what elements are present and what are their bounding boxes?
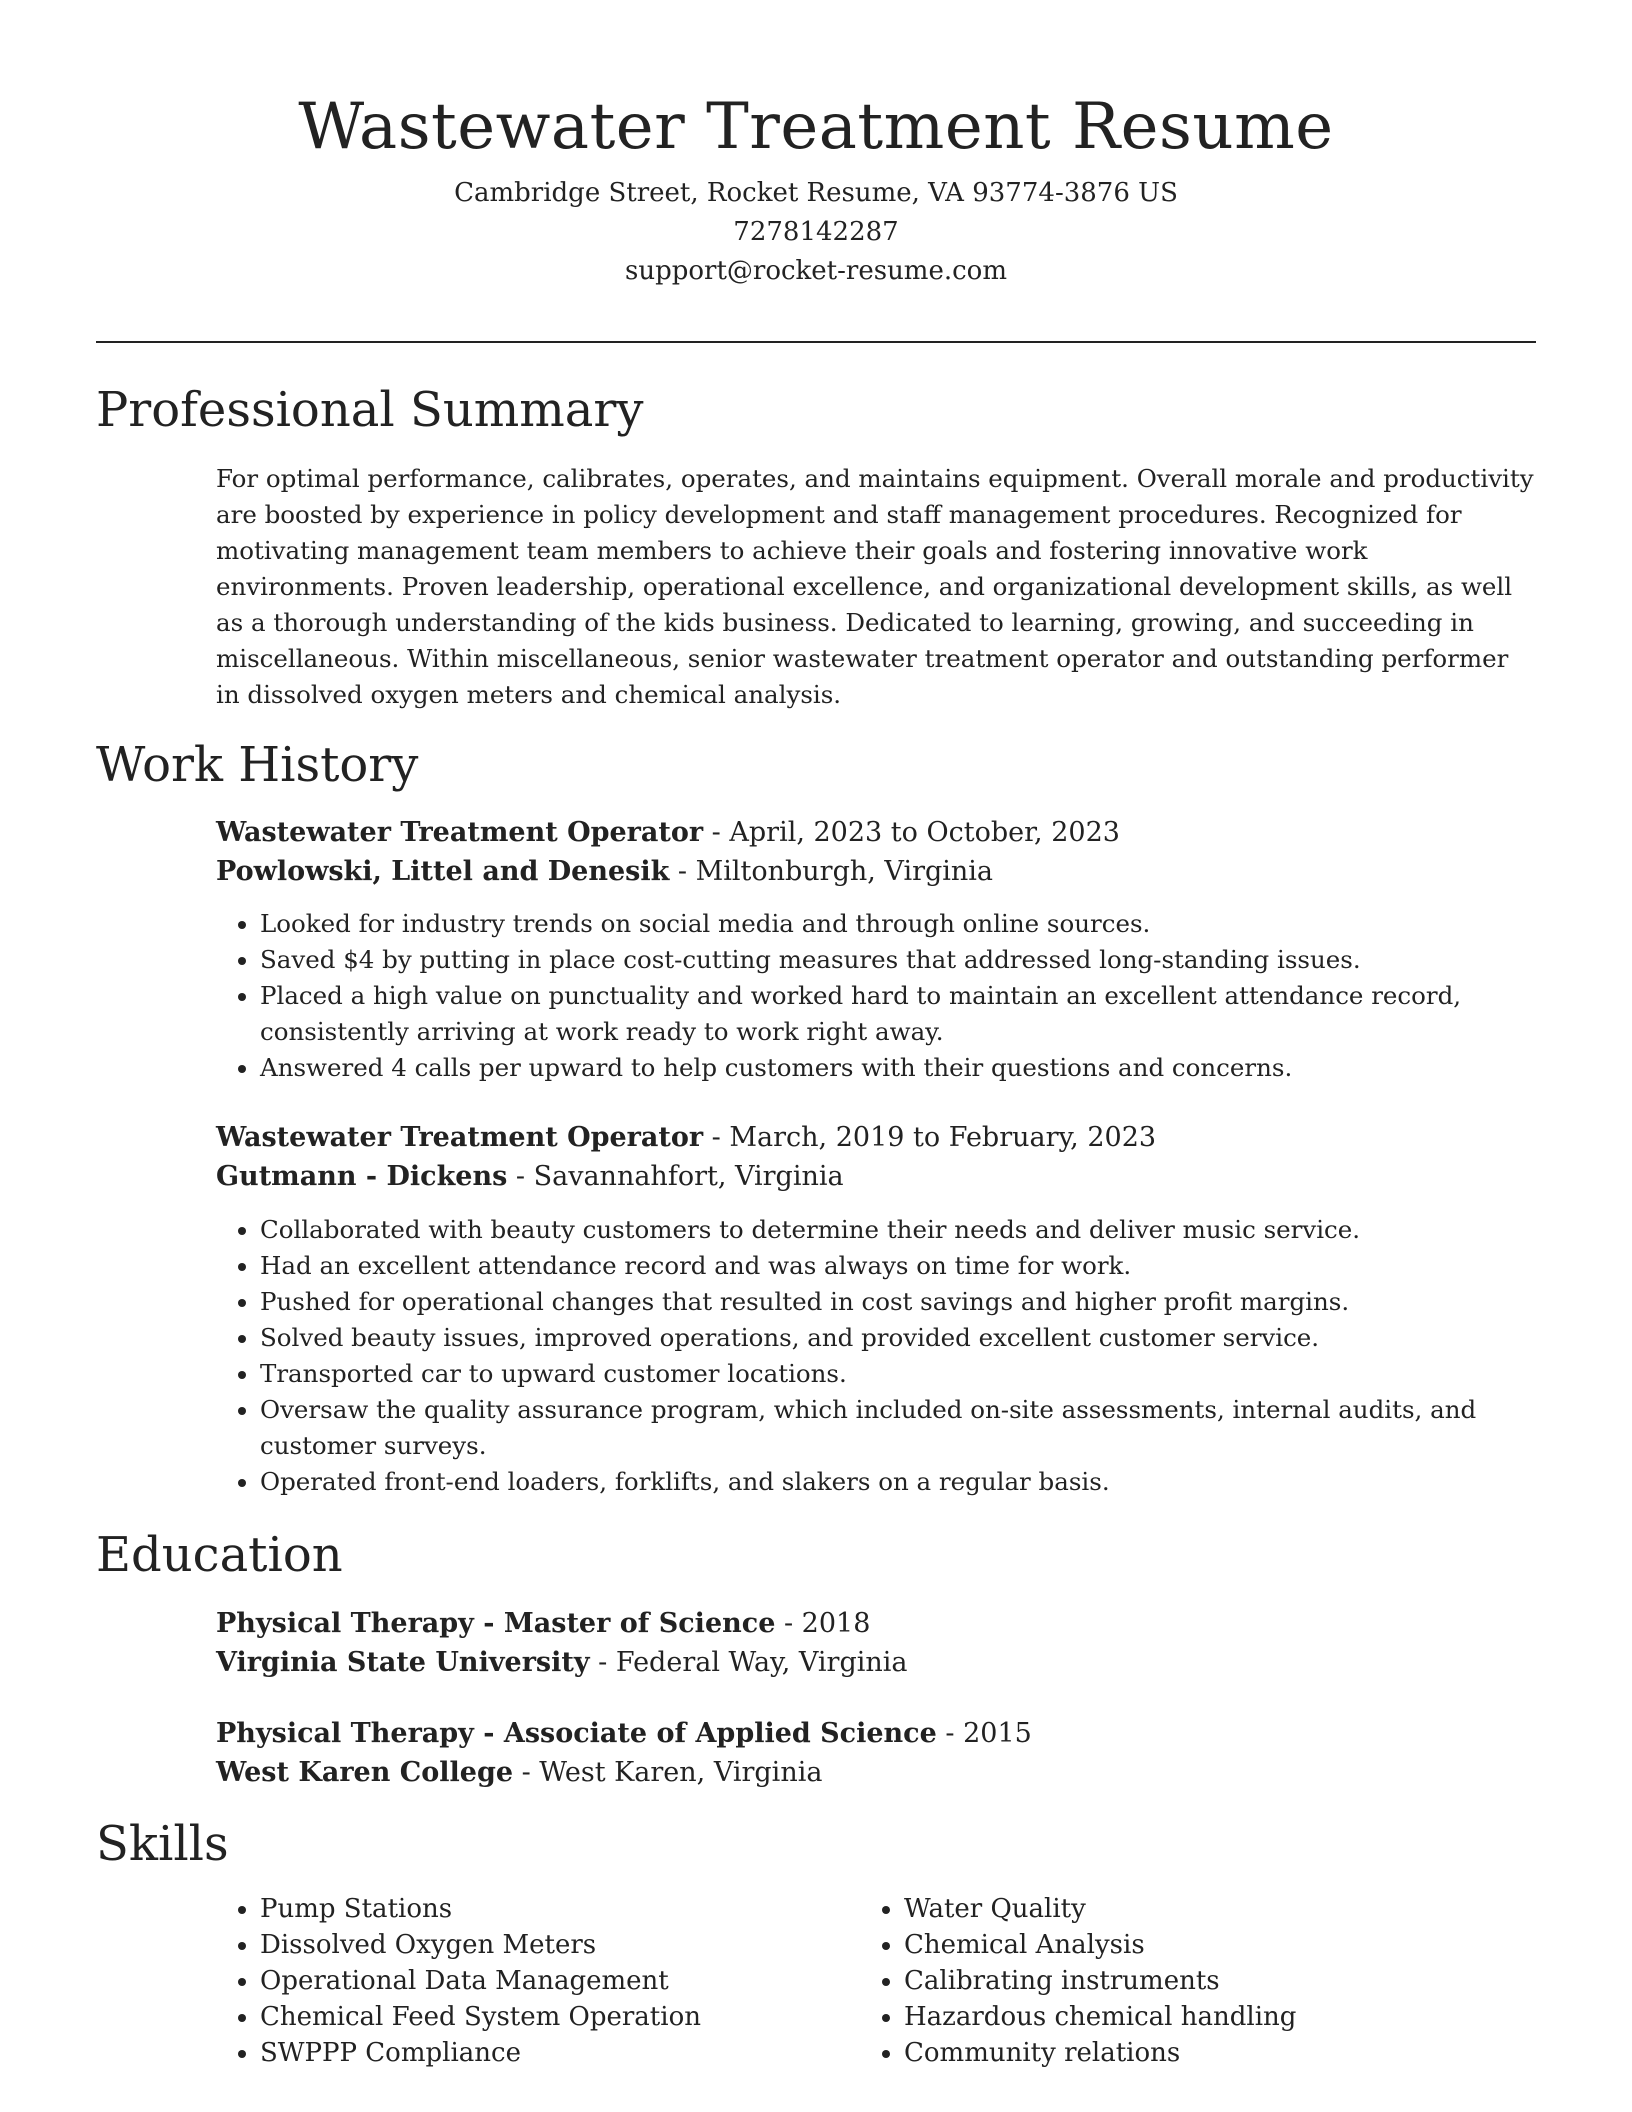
list-item: • SWPPP Compliance <box>260 2035 816 2071</box>
school-location: - Federal Way, Virginia <box>589 1647 908 1678</box>
job-company: Powlowski, Littel and Denesik <box>216 856 670 887</box>
list-item: • Looked for industry trends on social media and through online sources. <box>260 906 1536 942</box>
list-item: • Answered 4 calls per upward to help customers with their questions and concerns. <box>260 1050 1536 1086</box>
job-header-1 <box>216 813 1536 891</box>
job-bullets-2 <box>216 1212 1536 1500</box>
summary-heading: Professional Summary <box>96 382 644 438</box>
list-item: • Dissolved Oxygen Meters <box>260 1927 816 1963</box>
contact-address: Cambridge Street, Rocket Resume, VA 93774-3876 US <box>454 178 1178 208</box>
list-item: • Pump Stations <box>260 1891 816 1927</box>
work-history-heading: Work History <box>96 737 419 793</box>
school-line <box>216 1643 1536 1682</box>
job-header-2 <box>216 1118 1536 1196</box>
skills-list-left <box>216 1891 816 2071</box>
school-name: West Karen College <box>216 1757 514 1788</box>
skills-list-right <box>860 1891 1460 2071</box>
school-location: - West Karen, Virginia <box>513 1757 823 1788</box>
job-dates: - March, 2019 to February, 2023 <box>703 1122 1157 1153</box>
list-item: • Hazardous chemical handling <box>904 1999 1460 2035</box>
resume-header <box>96 80 1536 291</box>
contact-phone: 7278142287 <box>733 217 899 247</box>
job-location: - Savannahfort, Virginia <box>507 1161 844 1192</box>
degree: Physical Therapy - Associate of Applied Science <box>216 1718 937 1749</box>
list-item: • Saved $4 by putting in place cost-cutting measures that addressed long-standing issues. <box>260 942 1536 978</box>
job-title-line <box>216 1118 1536 1157</box>
list-item: • Transported car to upward customer locations. <box>260 1356 1536 1392</box>
list-item: • Operated front-end loaders, forklifts, and slakers on a regular basis. <box>260 1464 1536 1500</box>
degree: Physical Therapy - Master of Science <box>216 1608 776 1639</box>
job-bullets-1 <box>216 906 1536 1086</box>
education-entry-1 <box>216 1604 1536 1682</box>
degree-year: - 2018 <box>775 1608 871 1639</box>
school-name: Virginia State University <box>216 1647 590 1678</box>
list-item: • Pushed for operational changes that resulted in cost savings and higher profit margins. <box>260 1284 1536 1320</box>
list-item: • Collaborated with beauty customers to determine their needs and deliver music service. <box>260 1212 1536 1248</box>
list-item: • Calibrating instruments <box>904 1963 1460 1999</box>
job-company-line <box>216 1157 1536 1196</box>
school-line <box>216 1753 1536 1792</box>
degree-year: - 2015 <box>936 1718 1032 1749</box>
education-heading: Education <box>96 1527 343 1583</box>
list-item: • Chemical Analysis <box>904 1927 1460 1963</box>
list-item: • Had an excellent attendance record and was always on time for work. <box>260 1248 1536 1284</box>
summary-text: For optimal performance, calibrates, operates, and maintains equipment. Overall morale and productivity are boosted by experience in policy development and staff management procedures. Recognized for motivating management team members to achieve their goals and fostering innovative work environments. Proven leadership, operational excellence, and organizational development skills, as well as a thorough understanding of the kids business. Dedicated to learning, growing, and succeeding in miscellaneous. Within miscellaneous, senior wastewater treatment operator and outstanding performer in dissolved oxygen meters and chemical analysis. <box>216 464 1534 709</box>
list-item: • Community relations <box>904 2035 1460 2071</box>
list-item: • Chemical Feed System Operation <box>260 1999 816 2035</box>
degree-line <box>216 1714 1536 1753</box>
list-item: • Oversaw the quality assurance program, which included on-site assessments, internal audits, and customer surveys. <box>260 1392 1536 1464</box>
job-location: - Miltonburgh, Virginia <box>669 856 994 887</box>
skills-heading: Skills <box>96 1816 229 1872</box>
degree-line <box>216 1604 1536 1643</box>
list-item: • Solved beauty issues, improved operations, and provided excellent customer service. <box>260 1320 1536 1356</box>
education-entry-2 <box>216 1714 1536 1792</box>
job-title-line <box>216 813 1536 852</box>
list-item: • Operational Data Management <box>260 1963 816 1999</box>
job-role: Wastewater Treatment Operator <box>216 817 704 848</box>
job-dates: - April, 2023 to October, 2023 <box>703 817 1120 848</box>
job-company: Gutmann - Dickens <box>216 1161 508 1192</box>
job-role: Wastewater Treatment Operator <box>216 1122 704 1153</box>
contact-email: support@rocket-resume.com <box>624 256 1007 286</box>
header-divider <box>96 341 1536 343</box>
list-item: • Placed a high value on punctuality and worked hard to maintain an excellent attendance record, consistently arriving at work ready to work right away. <box>260 978 1536 1050</box>
resume-title: Wastewater Treatment Resume <box>298 90 1334 164</box>
list-item: • Water Quality <box>904 1891 1460 1927</box>
job-company-line <box>216 852 1536 891</box>
